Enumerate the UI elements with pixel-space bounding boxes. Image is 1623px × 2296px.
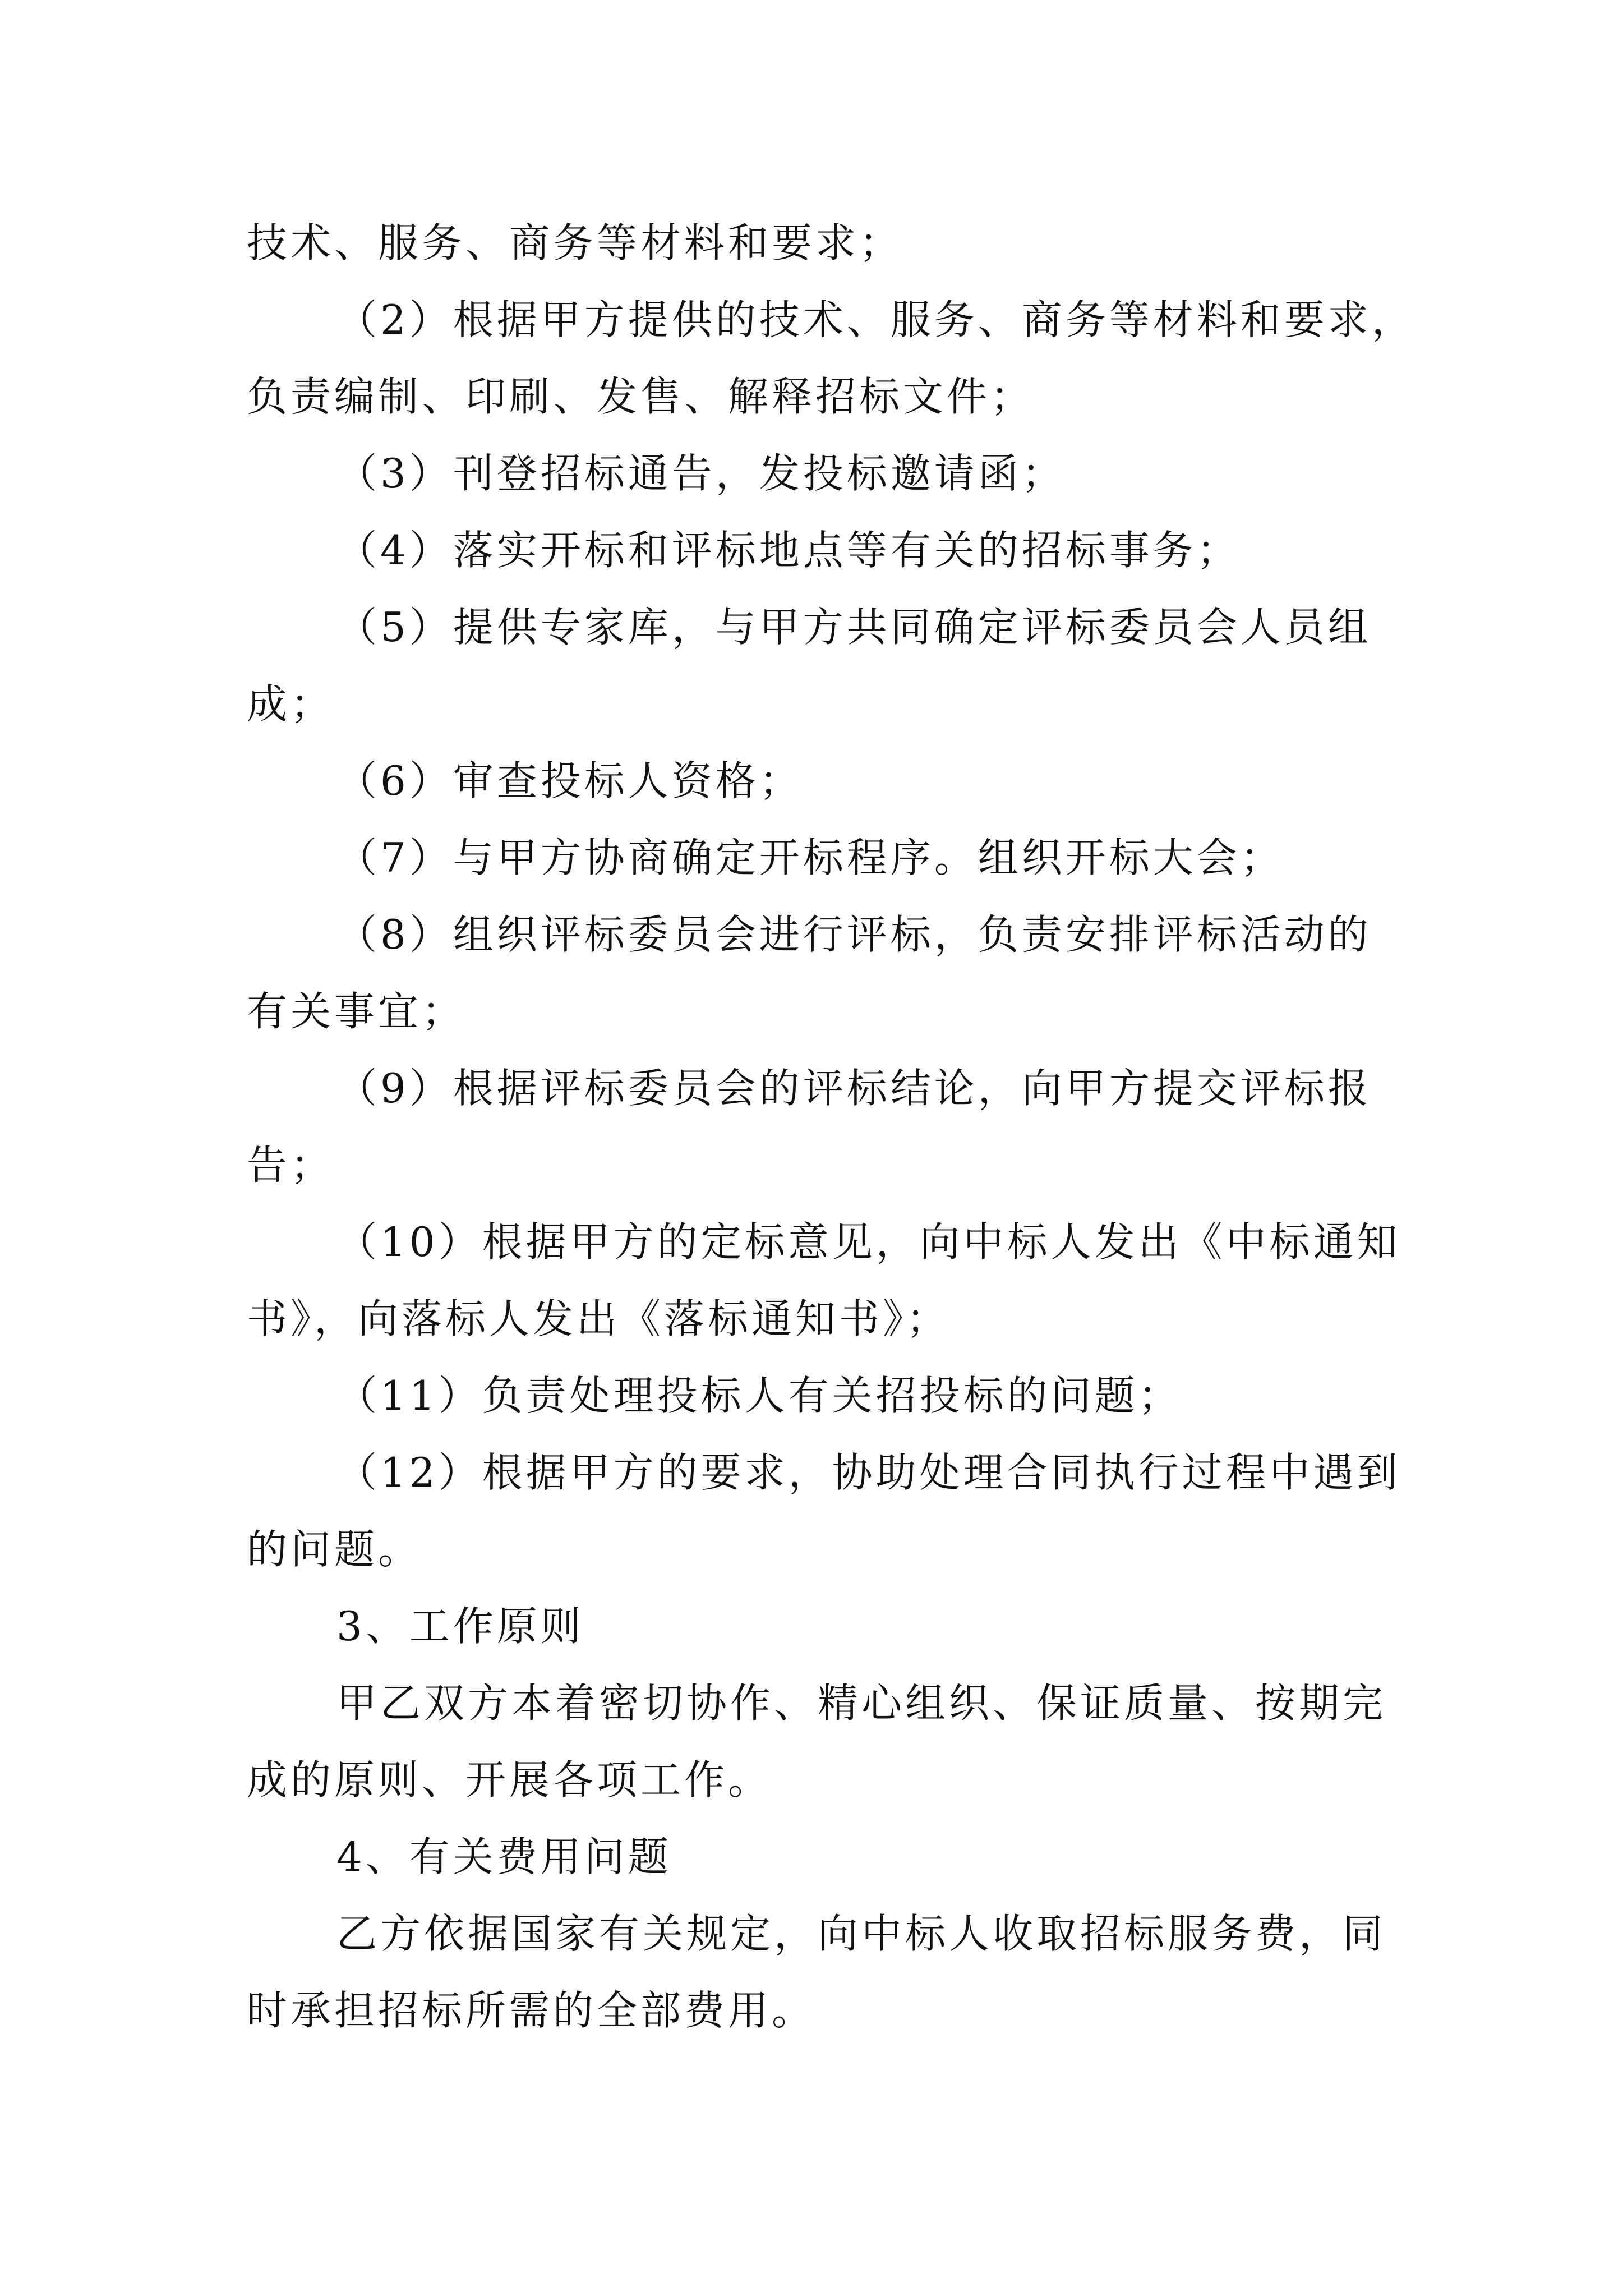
text-line: 书》，向落标人发出《落标通知书》； <box>247 1295 951 1342</box>
text-line: 有关事宜； <box>247 988 466 1035</box>
text-line: 成； <box>247 680 335 728</box>
text-line: （6）审查投标人资格； <box>336 757 803 804</box>
text-line: 的问题。 <box>247 1526 422 1573</box>
text-line: （5）提供专家库，与甲方共同确定评标委员会人员组 <box>336 604 1372 651</box>
section-heading: 4、有关费用问题 <box>336 1833 672 1880</box>
text-line: （4）落实开标和评标地点等有关的招标事务； <box>336 527 1241 574</box>
text-line: 告； <box>247 1142 335 1189</box>
text-line: （9）根据评标委员会的评标结论，向甲方提交评标报 <box>336 1065 1372 1112</box>
text-line: 负责编制、印刷、发售、解释招标文件； <box>247 373 1035 420</box>
section-heading: 3、工作原则 <box>336 1603 584 1650</box>
text-line: （8）组织评标委员会进行评标，负责安排评标活动的 <box>336 911 1372 958</box>
text-line: 甲乙双方本着密切协作、精心组织、保证质量、按期完 <box>336 1680 1387 1727</box>
text-line: 技术、服务、商务等材料和要求； <box>247 219 903 266</box>
text-line: 成的原则、开展各项工作。 <box>247 1756 772 1803</box>
text-line: （3）刊登招标通告，发投标邀请函； <box>336 450 1066 497</box>
text-line: 时承担招标所需的全部费用。 <box>247 1987 816 2034</box>
text-line: 乙方依据国家有关规定，向中标人收取招标服务费，同 <box>336 1910 1387 1957</box>
text-line: （10）根据甲方的定标意见，向中标人发出《中标通知 <box>336 1218 1401 1266</box>
text-line: （11）负责处理投标人有关招投标的问题； <box>336 1372 1182 1419</box>
text-line: （7）与甲方协商确定开标程序。组织开标大会； <box>336 834 1284 881</box>
text-line: （12）根据甲方的要求，协助处理合同执行过程中遇到 <box>336 1449 1401 1496</box>
text-line: （2）根据甲方提供的技术、服务、商务等材料和要求， <box>336 296 1415 343</box>
